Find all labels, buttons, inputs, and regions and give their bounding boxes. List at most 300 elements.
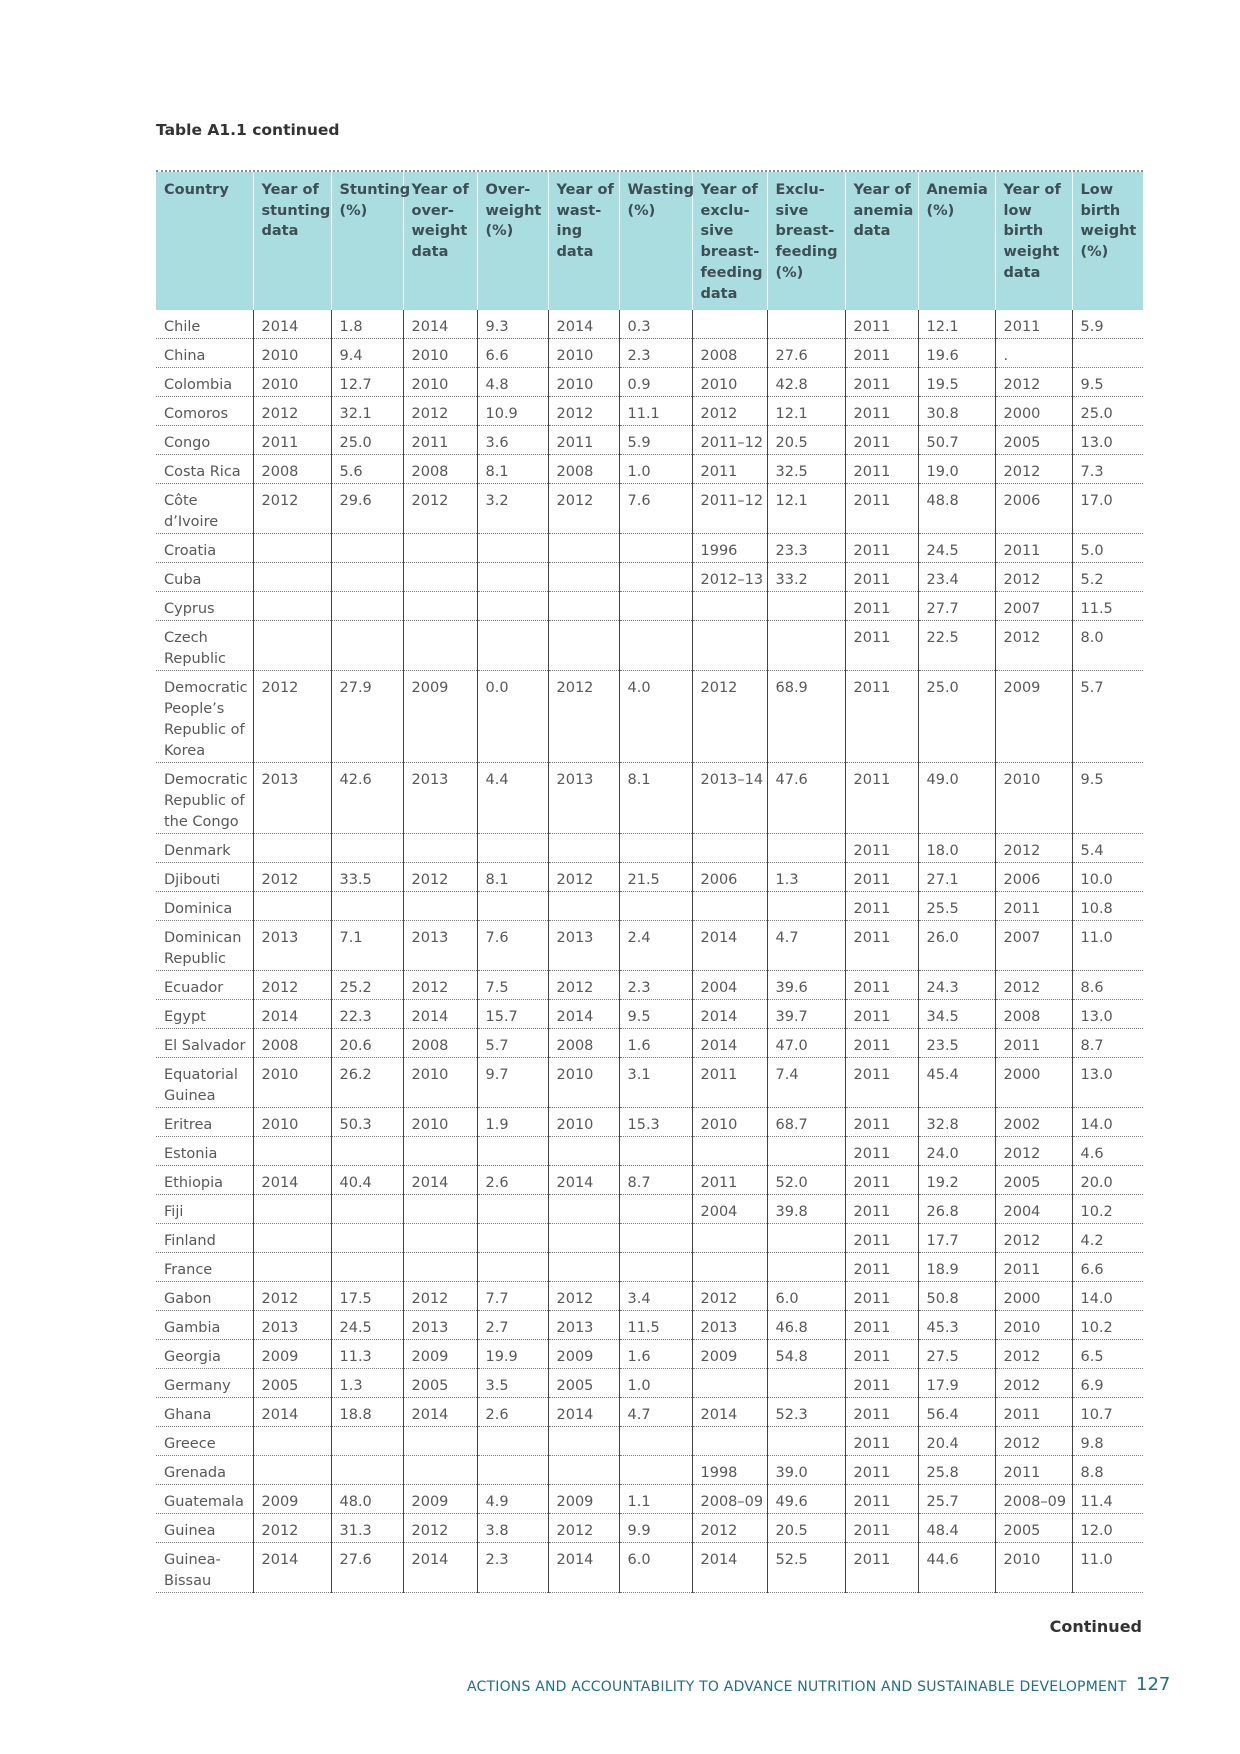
data-cell: 2013 <box>253 1311 331 1340</box>
data-cell: 2012 <box>995 834 1072 863</box>
data-cell: 2011 <box>845 834 918 863</box>
data-cell: 2012 <box>995 971 1072 1000</box>
data-cell: 9.7 <box>477 1058 548 1108</box>
data-cell <box>619 1137 692 1166</box>
table-row <box>156 1058 1143 1108</box>
table-row <box>156 1514 1143 1543</box>
data-cell <box>403 1195 477 1224</box>
country-cell: Georgia <box>156 1340 253 1369</box>
data-cell <box>548 1137 619 1166</box>
data-cell: 11.0 <box>1072 921 1143 971</box>
data-cell: 2012 <box>692 1282 767 1311</box>
data-cell: 2011 <box>845 1029 918 1058</box>
country-cell: Germany <box>156 1369 253 1398</box>
data-cell: 2.7 <box>477 1311 548 1340</box>
data-cell: 2012 <box>253 484 331 534</box>
column-header: Stunting (%) <box>331 172 403 310</box>
table-row <box>156 310 1143 339</box>
data-cell <box>548 1253 619 1282</box>
data-cell: 2011 <box>845 1485 918 1514</box>
data-cell: 2006 <box>995 484 1072 534</box>
table-body <box>156 310 1143 1593</box>
data-cell: 1.3 <box>331 1369 403 1398</box>
column-header: Exclu-sive breast-feeding (%) <box>767 172 845 310</box>
data-cell: 13.0 <box>1072 1058 1143 1108</box>
data-cell: 27.1 <box>918 863 995 892</box>
page-number: 127 <box>1136 1674 1171 1695</box>
data-cell: 39.6 <box>767 971 845 1000</box>
data-cell: 2011 <box>845 1253 918 1282</box>
data-cell: 6.9 <box>1072 1369 1143 1398</box>
column-header: Wasting (%) <box>619 172 692 310</box>
data-cell <box>548 1427 619 1456</box>
data-cell: 2011 <box>845 1456 918 1485</box>
table-row <box>156 1282 1143 1311</box>
data-cell: 2010 <box>403 368 477 397</box>
data-cell: 1.3 <box>767 863 845 892</box>
data-cell: 68.9 <box>767 671 845 763</box>
data-cell: 10.7 <box>1072 1398 1143 1427</box>
data-cell: 5.9 <box>619 426 692 455</box>
data-cell: 2000 <box>995 397 1072 426</box>
country-cell: Guinea-Bissau <box>156 1543 253 1593</box>
data-cell: 2011 <box>845 971 918 1000</box>
data-cell <box>548 563 619 592</box>
data-cell: 32.1 <box>331 397 403 426</box>
data-cell: 2011 <box>845 310 918 339</box>
table-row <box>156 1485 1143 1514</box>
data-cell: 2008 <box>548 1029 619 1058</box>
data-cell: 39.0 <box>767 1456 845 1485</box>
data-cell: 2014 <box>403 1166 477 1195</box>
data-cell: 2014 <box>403 1000 477 1029</box>
data-cell: 25.8 <box>918 1456 995 1485</box>
data-cell: 2014 <box>692 921 767 971</box>
data-cell: 2011 <box>845 592 918 621</box>
data-cell: 2011 <box>845 621 918 671</box>
data-cell: 19.5 <box>918 368 995 397</box>
data-cell: 19.2 <box>918 1166 995 1195</box>
data-cell: 13.0 <box>1072 1000 1143 1029</box>
data-cell: 23.3 <box>767 534 845 563</box>
data-cell: 5.9 <box>1072 310 1143 339</box>
data-cell: 10.8 <box>1072 892 1143 921</box>
data-cell: 11.4 <box>1072 1485 1143 1514</box>
table-row <box>156 592 1143 621</box>
data-cell: 12.7 <box>331 368 403 397</box>
data-cell: 2011 <box>845 1000 918 1029</box>
data-cell: 2014 <box>548 1398 619 1427</box>
country-cell: Finland <box>156 1224 253 1253</box>
data-cell: 2009 <box>403 1340 477 1369</box>
country-cell: Ethiopia <box>156 1166 253 1195</box>
country-cell: Ghana <box>156 1398 253 1427</box>
data-cell <box>477 1137 548 1166</box>
data-cell: 2011 <box>253 426 331 455</box>
data-cell <box>331 534 403 563</box>
data-cell: 2011 <box>845 1058 918 1108</box>
data-cell: 2011 <box>692 455 767 484</box>
data-cell <box>331 1456 403 1485</box>
data-cell: 33.5 <box>331 863 403 892</box>
data-cell: 2014 <box>692 1029 767 1058</box>
data-cell: 19.0 <box>918 455 995 484</box>
data-cell: 14.0 <box>1072 1282 1143 1311</box>
table-row <box>156 671 1143 763</box>
data-cell <box>403 1253 477 1282</box>
data-cell <box>253 892 331 921</box>
data-cell: 2012 <box>692 397 767 426</box>
country-cell: France <box>156 1253 253 1282</box>
data-cell: 2009 <box>548 1340 619 1369</box>
data-cell: 9.5 <box>1072 368 1143 397</box>
data-cell: 25.0 <box>1072 397 1143 426</box>
data-cell: 0.9 <box>619 368 692 397</box>
data-cell: 2010 <box>548 1108 619 1137</box>
data-cell: 2.3 <box>477 1543 548 1593</box>
data-cell: 7.3 <box>1072 455 1143 484</box>
data-cell: 2011 <box>845 455 918 484</box>
table-row <box>156 534 1143 563</box>
data-cell: 25.7 <box>918 1485 995 1514</box>
data-cell: 2005 <box>995 1514 1072 1543</box>
data-cell: 2007 <box>995 592 1072 621</box>
table-row <box>156 1543 1143 1593</box>
data-cell <box>331 892 403 921</box>
country-cell: Democratic Republic of the Congo <box>156 763 253 834</box>
data-cell: 29.6 <box>331 484 403 534</box>
country-cell: Dominica <box>156 892 253 921</box>
data-cell: 2010 <box>995 763 1072 834</box>
data-cell <box>767 892 845 921</box>
data-cell: 8.1 <box>477 455 548 484</box>
data-cell: 52.0 <box>767 1166 845 1195</box>
data-cell: 4.2 <box>1072 1224 1143 1253</box>
data-cell: 4.7 <box>619 1398 692 1427</box>
data-cell: 20.4 <box>918 1427 995 1456</box>
data-cell: 3.8 <box>477 1514 548 1543</box>
data-cell <box>403 1224 477 1253</box>
table-row <box>156 397 1143 426</box>
data-cell: 2013 <box>403 1311 477 1340</box>
data-cell: 2012 <box>403 1282 477 1311</box>
data-cell: 9.4 <box>331 339 403 368</box>
data-cell: 24.0 <box>918 1137 995 1166</box>
data-cell: 2011 <box>845 863 918 892</box>
data-cell: 12.1 <box>767 484 845 534</box>
table-row <box>156 455 1143 484</box>
data-cell <box>548 534 619 563</box>
data-cell: 32.5 <box>767 455 845 484</box>
data-cell: 2011 <box>845 1282 918 1311</box>
data-cell: 45.3 <box>918 1311 995 1340</box>
data-table-container <box>156 170 1143 1593</box>
data-cell: 2014 <box>692 1000 767 1029</box>
table-row <box>156 1456 1143 1485</box>
table-row <box>156 1340 1143 1369</box>
table-row <box>156 1166 1143 1195</box>
data-cell: 1.6 <box>619 1029 692 1058</box>
data-cell: 2011 <box>845 484 918 534</box>
data-cell: 25.5 <box>918 892 995 921</box>
data-cell: 2011 <box>845 397 918 426</box>
data-cell: 2008 <box>995 1000 1072 1029</box>
data-cell: 2009 <box>253 1340 331 1369</box>
data-cell: 2012 <box>995 563 1072 592</box>
table-row <box>156 563 1143 592</box>
country-cell: Costa Rica <box>156 455 253 484</box>
data-cell: 1996 <box>692 534 767 563</box>
data-cell: 2.3 <box>619 971 692 1000</box>
data-cell: 2013 <box>548 921 619 971</box>
data-cell <box>403 592 477 621</box>
data-cell: 3.1 <box>619 1058 692 1108</box>
data-cell: 1.8 <box>331 310 403 339</box>
data-cell: 2007 <box>995 921 1072 971</box>
data-cell: 2010 <box>253 368 331 397</box>
data-cell: 2.6 <box>477 1398 548 1427</box>
data-cell <box>619 592 692 621</box>
data-cell: 2013 <box>403 763 477 834</box>
data-cell: 47.6 <box>767 763 845 834</box>
data-cell <box>253 621 331 671</box>
data-cell: 2014 <box>548 1166 619 1195</box>
data-cell <box>692 892 767 921</box>
table-row <box>156 1398 1143 1427</box>
data-cell: 22.3 <box>331 1000 403 1029</box>
data-cell: 27.6 <box>767 339 845 368</box>
country-cell: Cyprus <box>156 592 253 621</box>
data-cell: 2009 <box>403 1485 477 1514</box>
country-cell: Democratic People’s Republic of Korea <box>156 671 253 763</box>
data-cell: 2010 <box>253 1108 331 1137</box>
data-cell: 2012 <box>253 397 331 426</box>
data-cell <box>548 834 619 863</box>
data-cell: 4.7 <box>767 921 845 971</box>
data-cell: 3.6 <box>477 426 548 455</box>
data-cell: 18.0 <box>918 834 995 863</box>
data-cell: 7.5 <box>477 971 548 1000</box>
data-cell: 2012 <box>995 1137 1072 1166</box>
data-cell <box>619 621 692 671</box>
data-cell: 2012 <box>995 1340 1072 1369</box>
data-cell: 2011 <box>845 1398 918 1427</box>
data-cell: 2011 <box>845 1311 918 1340</box>
data-cell: 2011 <box>845 426 918 455</box>
nutrition-data-table <box>156 172 1143 1593</box>
data-cell: 2012 <box>995 455 1072 484</box>
data-cell: 2011 <box>995 310 1072 339</box>
column-header: Year of wast-ing data <box>548 172 619 310</box>
data-cell <box>692 1253 767 1282</box>
data-cell: 2014 <box>548 1000 619 1029</box>
table-row <box>156 1369 1143 1398</box>
data-cell: 22.5 <box>918 621 995 671</box>
data-cell <box>692 621 767 671</box>
data-cell: 34.5 <box>918 1000 995 1029</box>
data-cell: 12.1 <box>767 397 845 426</box>
data-cell: 24.3 <box>918 971 995 1000</box>
data-cell: 2010 <box>692 368 767 397</box>
data-cell: 2012 <box>403 397 477 426</box>
data-cell: 2004 <box>692 1195 767 1224</box>
data-cell: 17.0 <box>1072 484 1143 534</box>
data-cell: 2011 <box>845 1369 918 1398</box>
data-cell: 2014 <box>253 1398 331 1427</box>
data-cell <box>477 1456 548 1485</box>
data-cell: 2011–12 <box>692 426 767 455</box>
data-cell: 2009 <box>253 1485 331 1514</box>
data-cell <box>767 1369 845 1398</box>
data-cell: 12.0 <box>1072 1514 1143 1543</box>
data-cell: 7.6 <box>477 921 548 971</box>
data-cell: . <box>995 339 1072 368</box>
data-cell: 25.2 <box>331 971 403 1000</box>
data-cell <box>548 621 619 671</box>
data-cell: 42.8 <box>767 368 845 397</box>
data-cell <box>619 534 692 563</box>
data-cell: 2008 <box>403 455 477 484</box>
table-row <box>156 1253 1143 1282</box>
data-cell: 52.3 <box>767 1398 845 1427</box>
data-cell: 44.6 <box>918 1543 995 1593</box>
column-header: Year of exclu-sive breast-feeding data <box>692 172 767 310</box>
country-cell: Denmark <box>156 834 253 863</box>
data-cell: 2000 <box>995 1282 1072 1311</box>
country-cell: Colombia <box>156 368 253 397</box>
table-row <box>156 1427 1143 1456</box>
data-cell: 8.0 <box>1072 621 1143 671</box>
data-cell: 26.2 <box>331 1058 403 1108</box>
data-cell: 10.9 <box>477 397 548 426</box>
data-cell: 56.4 <box>918 1398 995 1427</box>
data-cell: 3.4 <box>619 1282 692 1311</box>
data-cell <box>331 1253 403 1282</box>
data-cell: 10.2 <box>1072 1195 1143 1224</box>
country-cell: Gambia <box>156 1311 253 1340</box>
data-cell: 1.0 <box>619 1369 692 1398</box>
data-cell: 2008 <box>253 455 331 484</box>
data-cell: 2012 <box>253 971 331 1000</box>
data-cell <box>477 1195 548 1224</box>
data-cell: 2008 <box>253 1029 331 1058</box>
data-cell: 2012 <box>403 971 477 1000</box>
column-header: Year of anemia data <box>845 172 918 310</box>
data-cell: 20.5 <box>767 426 845 455</box>
data-cell: 5.0 <box>1072 534 1143 563</box>
data-cell <box>403 621 477 671</box>
data-cell: 2014 <box>403 310 477 339</box>
data-cell: 2011–12 <box>692 484 767 534</box>
data-cell: 2011 <box>403 426 477 455</box>
data-cell: 24.5 <box>918 534 995 563</box>
footer-title: ACTIONS AND ACCOUNTABILITY TO ADVANCE NUTRITION AND SUSTAINABLE DEVELOPMENT <box>467 1679 1127 1695</box>
data-cell: 2009 <box>995 671 1072 763</box>
data-cell <box>403 534 477 563</box>
data-cell <box>477 592 548 621</box>
data-cell <box>477 892 548 921</box>
data-cell: 2008 <box>403 1029 477 1058</box>
data-cell: 2008–09 <box>995 1485 1072 1514</box>
table-header-row <box>156 172 1143 310</box>
data-cell: 2009 <box>692 1340 767 1369</box>
data-cell: 2011 <box>845 1137 918 1166</box>
data-cell <box>548 592 619 621</box>
data-cell <box>692 1427 767 1456</box>
data-cell: 2012–13 <box>692 563 767 592</box>
data-cell <box>548 1456 619 1485</box>
data-cell: 2011 <box>692 1166 767 1195</box>
data-cell: 0.0 <box>477 671 548 763</box>
data-cell <box>619 892 692 921</box>
data-cell <box>331 592 403 621</box>
data-cell: 2012 <box>548 484 619 534</box>
data-cell: 4.6 <box>1072 1137 1143 1166</box>
data-cell: 20.6 <box>331 1029 403 1058</box>
data-cell <box>253 563 331 592</box>
data-cell: 7.1 <box>331 921 403 971</box>
data-cell: 8.6 <box>1072 971 1143 1000</box>
table-row <box>156 1000 1143 1029</box>
country-cell: Croatia <box>156 534 253 563</box>
data-cell: 9.5 <box>1072 763 1143 834</box>
data-cell: 2011 <box>845 1340 918 1369</box>
data-cell: 40.4 <box>331 1166 403 1195</box>
data-cell: 2012 <box>995 1427 1072 1456</box>
data-cell: 50.8 <box>918 1282 995 1311</box>
data-cell <box>477 1253 548 1282</box>
data-cell <box>692 1369 767 1398</box>
data-cell <box>692 834 767 863</box>
data-cell: 2014 <box>253 310 331 339</box>
country-cell: Comoros <box>156 397 253 426</box>
data-cell: 2005 <box>403 1369 477 1398</box>
data-cell: 27.7 <box>918 592 995 621</box>
data-cell <box>403 1137 477 1166</box>
data-cell: 0.3 <box>619 310 692 339</box>
data-cell <box>767 1427 845 1456</box>
country-cell: China <box>156 339 253 368</box>
data-cell <box>477 534 548 563</box>
data-cell: 2012 <box>253 863 331 892</box>
data-cell: 8.1 <box>477 863 548 892</box>
data-cell: 2006 <box>692 863 767 892</box>
data-cell: 4.8 <box>477 368 548 397</box>
data-cell: 2012 <box>403 484 477 534</box>
country-cell: Congo <box>156 426 253 455</box>
data-cell: 6.6 <box>1072 1253 1143 1282</box>
data-cell <box>619 1456 692 1485</box>
data-cell: 18.9 <box>918 1253 995 1282</box>
data-cell: 2010 <box>692 1108 767 1137</box>
data-cell <box>767 621 845 671</box>
data-cell: 4.9 <box>477 1485 548 1514</box>
data-cell: 2011 <box>845 921 918 971</box>
data-cell: 2.4 <box>619 921 692 971</box>
continued-label: Continued <box>1049 1617 1142 1636</box>
data-cell <box>403 563 477 592</box>
data-cell: 8.7 <box>619 1166 692 1195</box>
data-cell <box>253 592 331 621</box>
data-cell <box>403 1456 477 1485</box>
data-cell: 2011 <box>845 368 918 397</box>
data-cell <box>253 1456 331 1485</box>
data-cell: 5.7 <box>477 1029 548 1058</box>
data-cell: 2014 <box>403 1398 477 1427</box>
table-row <box>156 1311 1143 1340</box>
data-cell <box>548 1224 619 1253</box>
data-cell: 2012 <box>692 1514 767 1543</box>
